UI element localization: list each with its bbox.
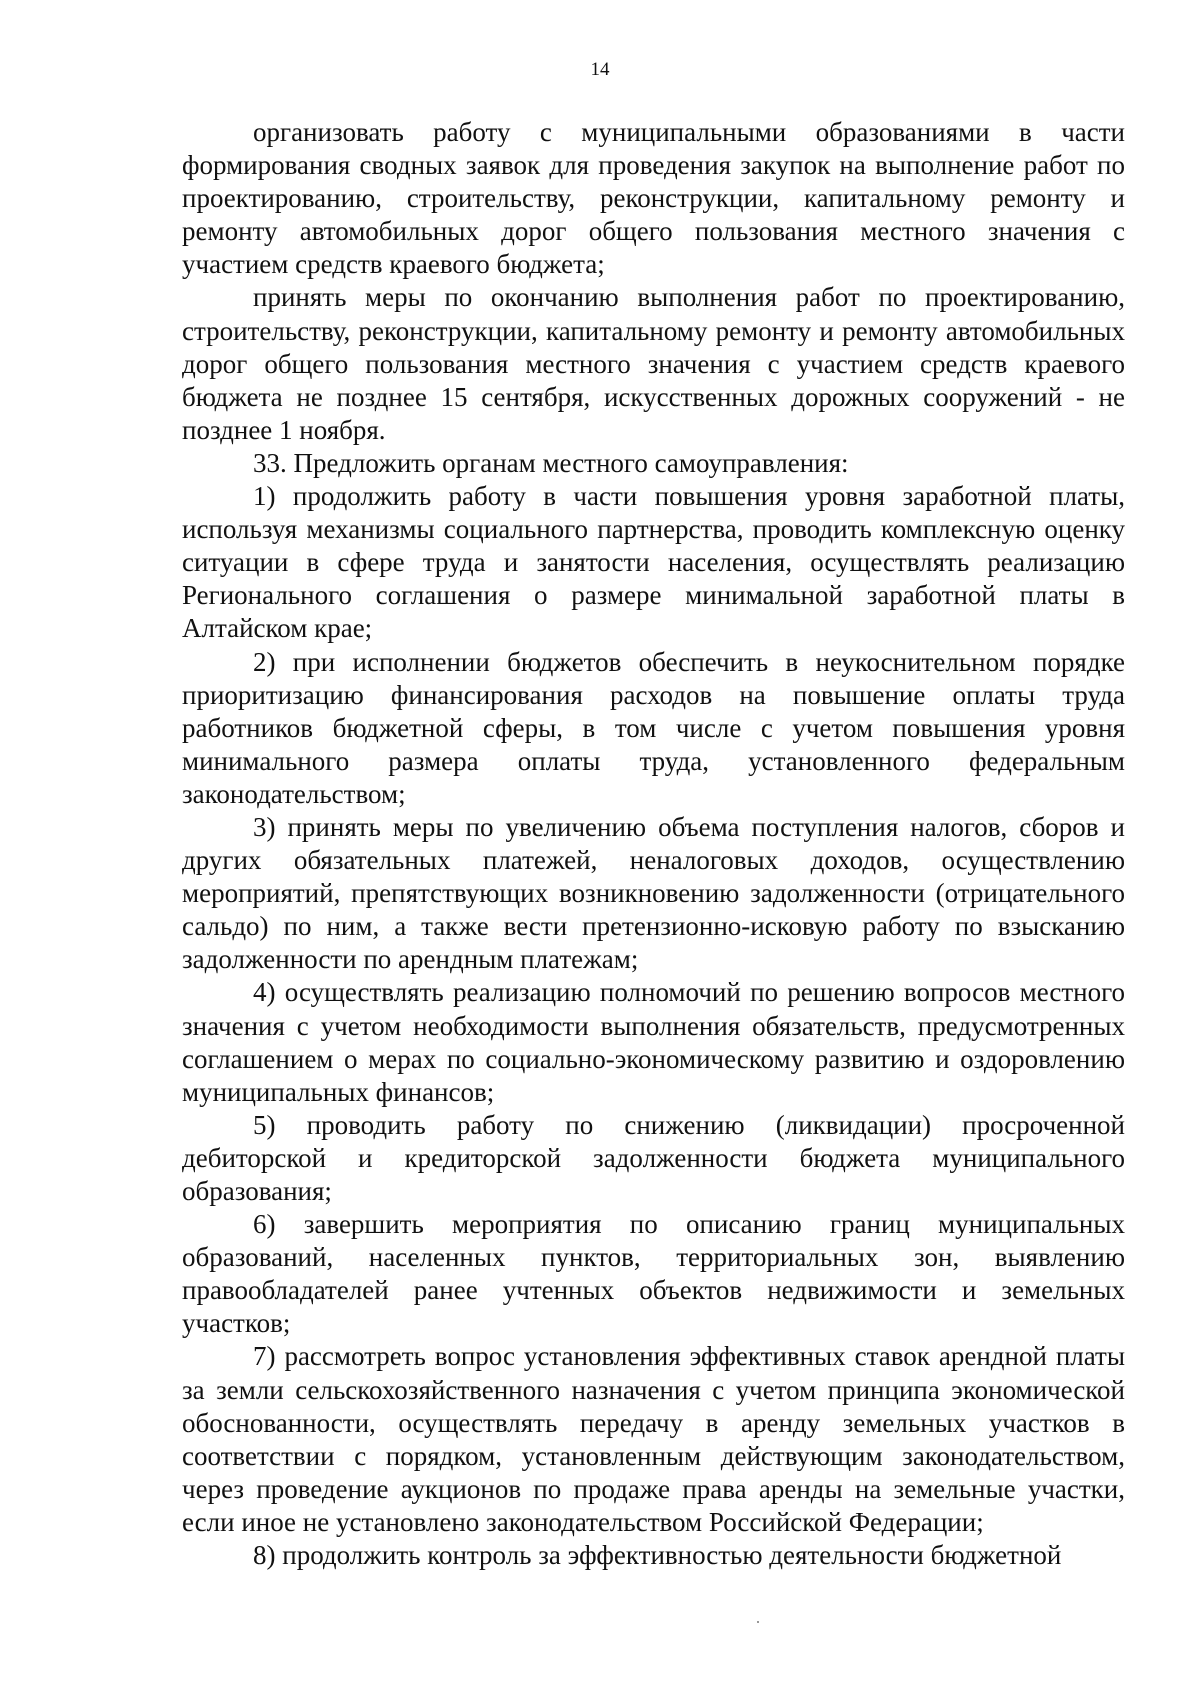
paragraph-road-works-deadline: принять меры по окончанию выполнения работ по проектированию, строительству, реконструкции, капитальному ремонту и ремонту автомобильных дорог общего пользования местного значения с участием средств краевого бюджета не позднее 15 сентября, искусственных дорожных сооружений - не позднее 1 ноября.	[182, 282, 1125, 445]
paragraph-road-bids: организовать работу с муниципальными образованиями в части формирования сводных заявок для проведения закупок на выполнение работ по проектированию, строительству, реконструкции, капитальному ремонту и ремонту автомобильных дорог общего пользования местного значения с участием средств краевого бюджета;	[182, 117, 1125, 280]
paragraph-item-5: 5) проводить работу по снижению (ликвидации) просроченной дебиторской и кредиторской задолженности бюджета муниципального образования;	[182, 1109, 1125, 1206]
paragraph-item-2: 2) при исполнении бюджетов обеспечить в неукоснительном порядке приоритизацию финансирования расходов на повышение оплаты труда работников бюджетной сферы, в том числе с учетом повышения уровня минимального размера оплаты труда, установленного федеральным законодательством;	[182, 646, 1125, 809]
paragraph-item-8: 8) продолжить контроль за эффективностью деятельности бюджетной	[253, 1540, 1062, 1571]
page-number: 14	[590, 59, 610, 80]
paragraph-item-6: 6) завершить мероприятия по описанию границ муниципальных образований, населенных пунктов, территориальных зон, выявлению правообладателей ранее учтенных объектов недвижимости и земельных участков;	[182, 1209, 1125, 1339]
paragraph-item-7: 7) рассмотреть вопрос установления эффективных ставок арендной платы за земли сельскохозяйственного назначения с учетом принципа экономической обоснованности, осуществлять передачу в аренду земельных участков в соответствии с порядком, установленным действующим законодательством, через проведение аукционов по продаже права аренды на земельные участки, если иное не установлено законодательством Российской Федерации;	[182, 1341, 1125, 1537]
paragraph-section-33-heading: 33. Предложить органам местного самоуправления:	[253, 447, 849, 478]
document-body	[182, 116, 1125, 1572]
paragraph-item-1: 1) продолжить работу в части повышения уровня заработной платы, используя механизмы социального партнерства, проводить комплексную оценку ситуации в сфере труда и занятости населения, осуществлять реализацию Регионального соглашения о размере минимальной заработной платы в Алтайском крае;	[182, 481, 1125, 644]
scan-speck	[757, 1621, 759, 1623]
paragraph-item-3: 3) принять меры по увеличению объема поступления налогов, сборов и других обязательных платежей, неналоговых доходов, осуществлению мероприятий, препятствующих возникновению задолженности (отрицательного сальдо) по ним, а также вести претензионно-исковую работу по взысканию задолженности по арендным платежам;	[182, 811, 1125, 975]
paragraph-item-4: 4) осуществлять реализацию полномочий по решению вопросов местного значения с учетом необходимости выполнения обязательств, предусмотренных соглашением о мерах по социально-экономическому развитию и оздоровлению муниципальных финансов;	[182, 977, 1125, 1107]
